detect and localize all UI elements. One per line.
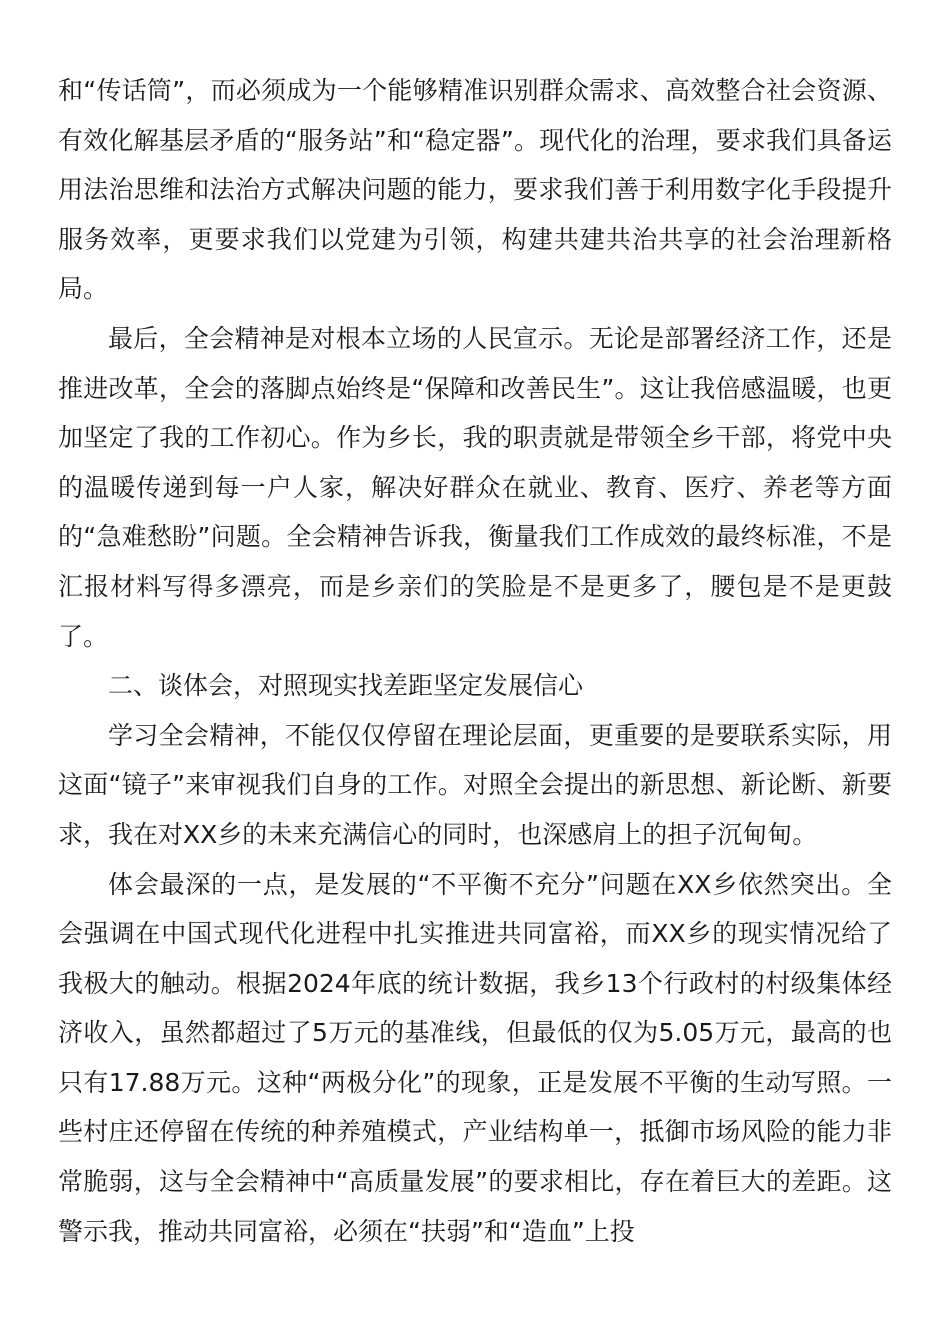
paragraph-mirror: 学习全会精神，不能仅仅停留在理论层面，更重要的是要联系实际，用这面“镜子”来审视我们自身的工作。对照全会提出的新思想、新论断、新要求，我在对XX乡的未来充满信心的同时，也深感肩上的担子沉甸甸。 <box>58 720 892 849</box>
document-body <box>58 66 892 1256</box>
paragraph-imbalance: 体会最深的一点，是发展的“不平衡不充分”问题在XX乡依然突出。全会强调在中国式现代化进程中扎实推进共同富裕，而XX乡的现实情况给了我极大的触动。根据2024年底的统计数据，我乡13个行政村的村级集体经济收入，虽然都超过了5万元的基准线，但最低的仅为5.05万元，最高的也只有17.88万元。这种“两极分化”的现象，正是发展不平衡的生动写照。一些村庄还停留在传统的种养殖模式，产业结构单一，抵御市场风险的能力非常脆弱，这与全会精神中“高质量发展”的要求相比，存在着巨大的差距。这警示我，推动共同富裕，必须在“扶弱”和“造血”上投 <box>58 869 892 1246</box>
paragraph-continuation: 和“传话筒”，而必须成为一个能够精准识别群众需求、高效整合社会资源、有效化解基层矛盾的“服务站”和“稳定器”。现代化的治理，要求我们具备运用法治思维和法治方式解决问题的能力，要求我们善于利用数字化手段提升服务效率，更要求我们以党建为引领，构建共建共治共享的社会治理新格局。 <box>58 76 892 304</box>
paragraph-people-stance: 最后，全会精神是对根本立场的人民宣示。无论是部署经济工作，还是推进改革，全会的落脚点始终是“保障和改善民生”。这让我倍感温暖，也更加坚定了我的工作初心。作为乡长，我的职责就是带领全乡干部，将党中央的温暖传递到每一户人家，解决好群众在就业、教育、医疗、养老等方面的“急难愁盼”问题。全会精神告诉我，衡量我们工作成效的最终标准，不是汇报材料写得多漂亮，而是乡亲们的笑脸是不是更多了，腰包是不是更鼓了。 <box>58 323 892 651</box>
section-heading: 二、谈体会，对照现实找差距坚定发展信心 <box>108 671 584 701</box>
